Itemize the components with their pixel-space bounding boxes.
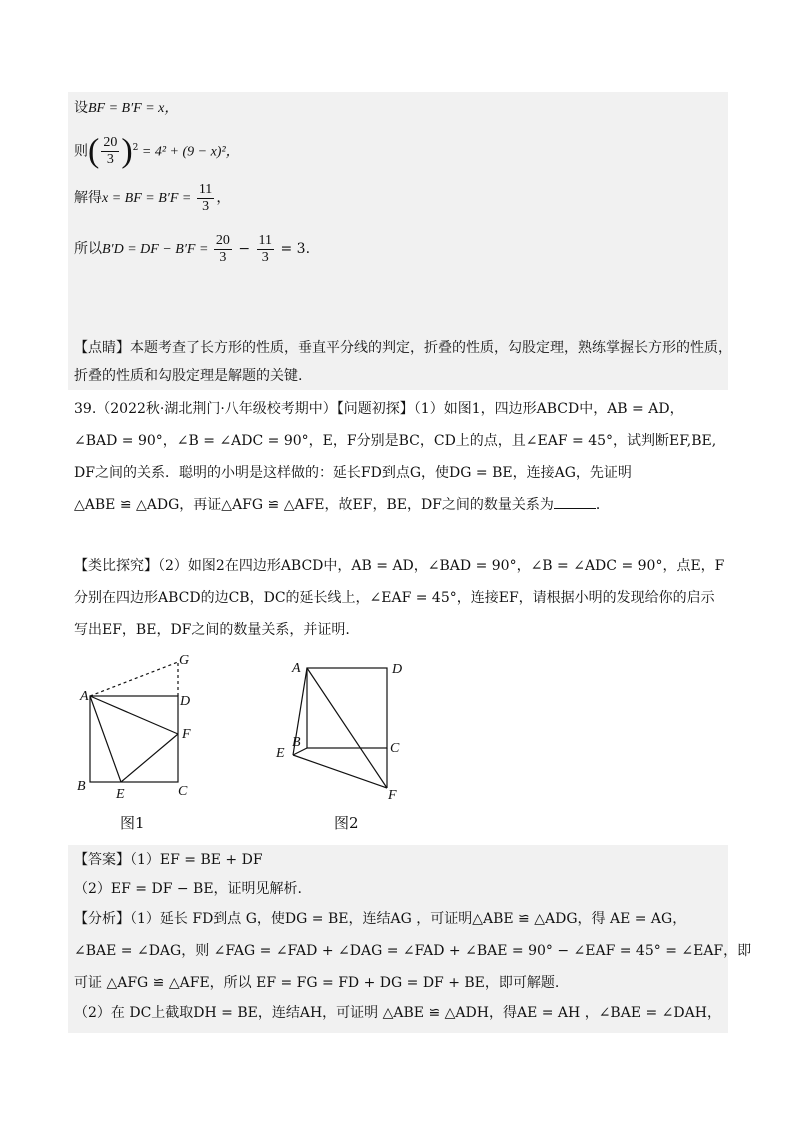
label-G: G <box>179 653 190 668</box>
figure-2 <box>270 655 420 810</box>
fraction-20-3: $\frac{20}{3}$ <box>215 232 230 265</box>
problem-line-4: △ABE ≌ △ADG，再证△AFG ≌ △AFE，故EF，BE，DF之间的数量关系为 ． <box>74 497 610 513</box>
label-E: E <box>276 746 285 761</box>
answer-line-2: （2）EF = DF − BE，证明见解析. <box>74 881 302 897</box>
analysis-line-4: （2）在 DC上截取DH = BE，连结AH，可证明 △ABE ≌ △ADH，得AE = AH ，∠BAE = ∠DAH， <box>74 1005 721 1021</box>
label-D: D <box>180 694 191 709</box>
fraction-11-3: $\frac{11}{3}$ <box>258 232 273 265</box>
label-A: A <box>80 689 89 704</box>
answer-tag: 【答案】 <box>74 852 130 868</box>
analysis-line-2: ∠BAE = ∠DAG，则 ∠FAG = ∠FAD + ∠DAG = ∠FAD + ∠BAE = 90° − ∠EAF = 45° = ∠EAF，即 <box>74 943 752 959</box>
label-C: C <box>390 741 400 756</box>
problem-line-6: 分别在四边形ABCD的边CB，DC的延长线上，∠EAF = 45°，连接EF，请根据小明的发现给你的启示 <box>74 590 715 606</box>
problem-line-2: ∠BAD = 90°，∠B = ∠ADC = 90°，E，F分别是BC，CD上的点，且∠EAF = 45°，试判断EF,BE, <box>74 433 717 449</box>
label-F: F <box>388 788 397 803</box>
label-E: E <box>116 787 125 802</box>
comment-line-1: 【点睛】本题考查了长方形的性质，垂直平分线的判定，折叠的性质，勾股定理，熟练掌握长方形的性质， <box>74 340 732 356</box>
label-C: C <box>178 784 188 799</box>
problem-line-5: 【类比探究】（2）如图2在四边形ABCD中，AB = AD，∠BAD = 90°，∠B = ∠ADC = 90°，点E，F <box>74 558 725 574</box>
label-D: D <box>392 662 403 677</box>
solution-line-1: 设BF = B′F = x， <box>74 100 179 116</box>
analysis-line-1: 【分析】（1）延长 FD到点 G，使DG = BE，连结AG ，可证明△ABE ≌ △ADG，得 AE = AG， <box>74 911 687 927</box>
figure-2-caption: 图2 <box>334 814 359 832</box>
label-F: F <box>182 727 191 742</box>
comment-line-2: 折叠的性质和勾股定理是解题的关键. <box>74 368 303 384</box>
problem-line-3: DF之间的关系．聪明的小明是这样做的：延长FD到点G，使DG = BE，连接AG，先证明 <box>74 465 632 481</box>
fraction-20-3: $\frac{20}{3}$ <box>103 135 118 168</box>
label-A: A <box>292 661 301 676</box>
comment-tag: 【点睛】 <box>74 340 130 356</box>
label-B: B <box>292 735 301 750</box>
analysis-line-3: 可证 △AFG ≌ △AFE，所以 EF = FG = FD + DG = DF + BE，即可解题. <box>74 975 560 991</box>
problem-line-1: 39.（2022秋·湖北荆门·八年级校考期中）【问题初探】（1）如图1，四边形ABCD中，AB = AD， <box>74 401 684 417</box>
figure-1 <box>70 650 220 805</box>
solution-line-4: 所以B′D = DF − B′F = $\frac{20}{3}$ − $\frac{11}{3}$ = 3. <box>74 232 311 265</box>
label-B: B <box>77 779 86 794</box>
solution-line-2: 则( $\frac{20}{3}$ )$^2$ = 4² + (9 − x)²， <box>74 132 240 170</box>
problem-line-7: 写出EF，BE，DF之间的数量关系，并证明. <box>74 622 350 638</box>
figure-1-caption: 图1 <box>120 814 145 832</box>
analysis-tag: 【分析】 <box>74 911 130 927</box>
solution-line-3: 解得x = BF = B′F = $\frac{11}{3}$ ， <box>74 181 231 214</box>
answer-blank[interactable] <box>554 496 596 509</box>
fraction-11-3: $\frac{11}{3}$ <box>198 181 213 214</box>
answer-line-1: 【答案】（1）EF = BE + DF <box>74 852 263 868</box>
